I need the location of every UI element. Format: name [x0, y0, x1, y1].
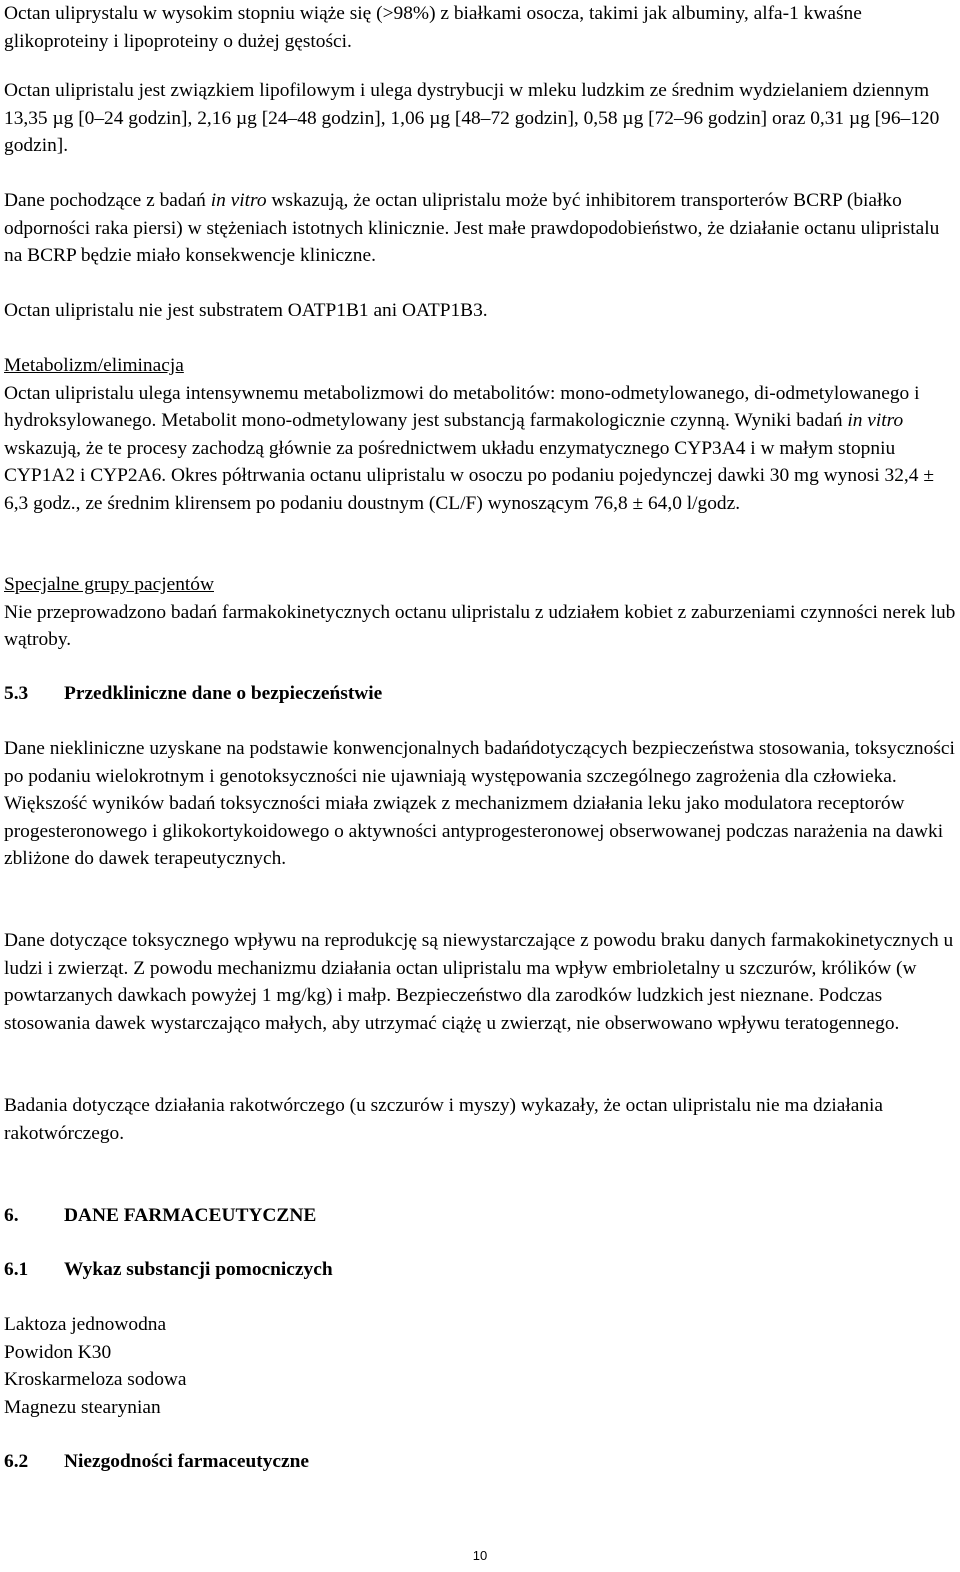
excipient-item: Magnezu stearynian	[4, 1396, 161, 1418]
paragraph-preclinical: Dane niekliniczne uzyskane na podstawie konwencjonalnych badańdotyczących bezpieczeństwa stosowania, toksyczności po podaniu wielokrotnym i genotoksyczności nie ujawniają występowania szczególnego zagrożenia dla człowieka. Większość wyników badań toksyczności miała związek z mechanizmem działania leku jako modulatora receptorów progesteronowego i glikokortykoidowego o aktywności antyprogesteronowej obserwowanej podczas narażenia na dawki zbliżone do dawek terapeutycznych.	[4, 738, 955, 869]
section-6-1-title: Wykaz substancji pomocniczych	[64, 1259, 333, 1280]
special-groups-text: Nie przeprowadzono badań farmakokinetycznych octanu ulipristalu z udziałem kobiet z zaburzeniami czynności nerek lub wątroby.	[4, 601, 956, 650]
section-6-1-number: 6.1	[4, 1259, 29, 1280]
section-5-3-title: Przedkliniczne dane o bezpieczeństwie	[64, 683, 383, 704]
section-6-number: 6.	[4, 1205, 19, 1226]
excipient-item: Powidon K30	[4, 1341, 112, 1363]
metabolism-section	[4, 352, 956, 517]
paragraph-breast-milk: Octan ulipristalu jest związkiem lipofilowym i ulega dystrybucji w mleku ludzkim ze średnim wydzielaniem dziennym 13,35 µg [0–24 godzin], 2,16 µg [24–48 godzin], 1,06 µg [48–72 godzin], 0,58 µg [72–96 godzin] oraz 0,31 µg [96–120 godzin].	[4, 80, 940, 156]
metabolism-in-vitro: in vitro	[847, 410, 904, 431]
section-6-heading	[4, 1202, 956, 1230]
excipients-list	[4, 1311, 956, 1421]
paragraph-bcrp	[4, 187, 956, 270]
section-6-title: DANE FARMACEUTYCZNE	[64, 1205, 317, 1226]
special-groups-section	[4, 571, 956, 654]
section-6-2-number: 6.2	[4, 1451, 29, 1472]
bcrp-text-2: wskazują, że octan ulipristalu może być inhibitorem transporterów BCRP (białko odporności raka piersi) w stężeniach istotnych klinicznie. Jest małe prawdopodobieństwo, że działanie octanu ulipristalu na BCRP będzie miało konsekwencje kliniczne.	[4, 190, 940, 266]
section-6-1-heading	[4, 1256, 956, 1284]
excipient-item: Kroskarmeloza sodowa	[4, 1369, 187, 1390]
paragraph-carcinogenicity: Badania dotyczące działania rakotwórczego (u szczurów i myszy) wykazały, że octan ulipristalu nie ma działania rakotwórczego.	[4, 1095, 884, 1144]
section-5-3-number: 5.3	[4, 683, 29, 704]
bcrp-in-vitro: in vitro	[210, 190, 267, 211]
special-groups-heading: Specjalne grupy pacjentów	[4, 574, 214, 595]
metabolism-text-2: wskazują, że te procesy zachodzą głównie za pośrednictwem układu enzymatycznego CYP3A4 i w małym stopniu CYP1A2 i CYP2A6. Okres półtrwania octanu ulipristalu w osoczu po podaniu pojedynczej dawki 30 mg wynosi 32,4 ± 6,3 godz., ze średnim klirensem po podaniu doustnym (CL/F) wynoszącym 76,8 ± 64,0 l/godz.	[4, 437, 934, 514]
section-6-2-heading	[4, 1448, 956, 1476]
paragraph-oatp: Octan ulipristalu nie jest substratem OATP1B1 ani OATP1B3.	[4, 300, 488, 321]
metabolism-heading: Metabolizm/eliminacja	[4, 355, 184, 376]
section-6-2-title: Niezgodności farmaceutyczne	[64, 1451, 310, 1472]
paragraph-reproduction: Dane dotyczące toksycznego wpływu na reprodukcję są niewystarczające z powodu braku danych farmakokinetycznych u ludzi i zwierząt. Z powodu mechanizmu działania octan ulipristalu ma wpływ embrioletalny u szczurów, królików (w powtarzanych dawkach powyżej 1 mg/kg) i małp. Bezpieczeństwo dla zarodków ludzkich jest nieznane. Podczas stosowania dawek wystarczająco małych, aby utrzymać ciążę u zwierząt, nie obserwowano wpływu teratogennego.	[4, 930, 954, 1034]
paragraph-protein-binding: Octan uliprystalu w wysokim stopniu wiąże się (>98%) z białkami osocza, takimi jak albuminy, alfa-1 kwaśne glikoproteiny i lipoproteiny o dużej gęstości.	[4, 3, 862, 52]
excipient-item: Laktoza jednowodna	[4, 1314, 167, 1335]
page-number: 10	[472, 1548, 488, 1563]
metabolism-text	[4, 380, 956, 518]
section-5-3-heading	[4, 680, 956, 708]
bcrp-text-1: Dane pochodzące z badań	[4, 190, 211, 211]
metabolism-text-1: Octan ulipristalu ulega intensywnemu metabolizmowi do metabolitów: mono-odmetylowanego, di-odmetylowanego i hydroksylowanego. Metabolit mono-odmetylowany jest substancją farmakologicznie czynną. Wyniki badań	[4, 382, 920, 431]
